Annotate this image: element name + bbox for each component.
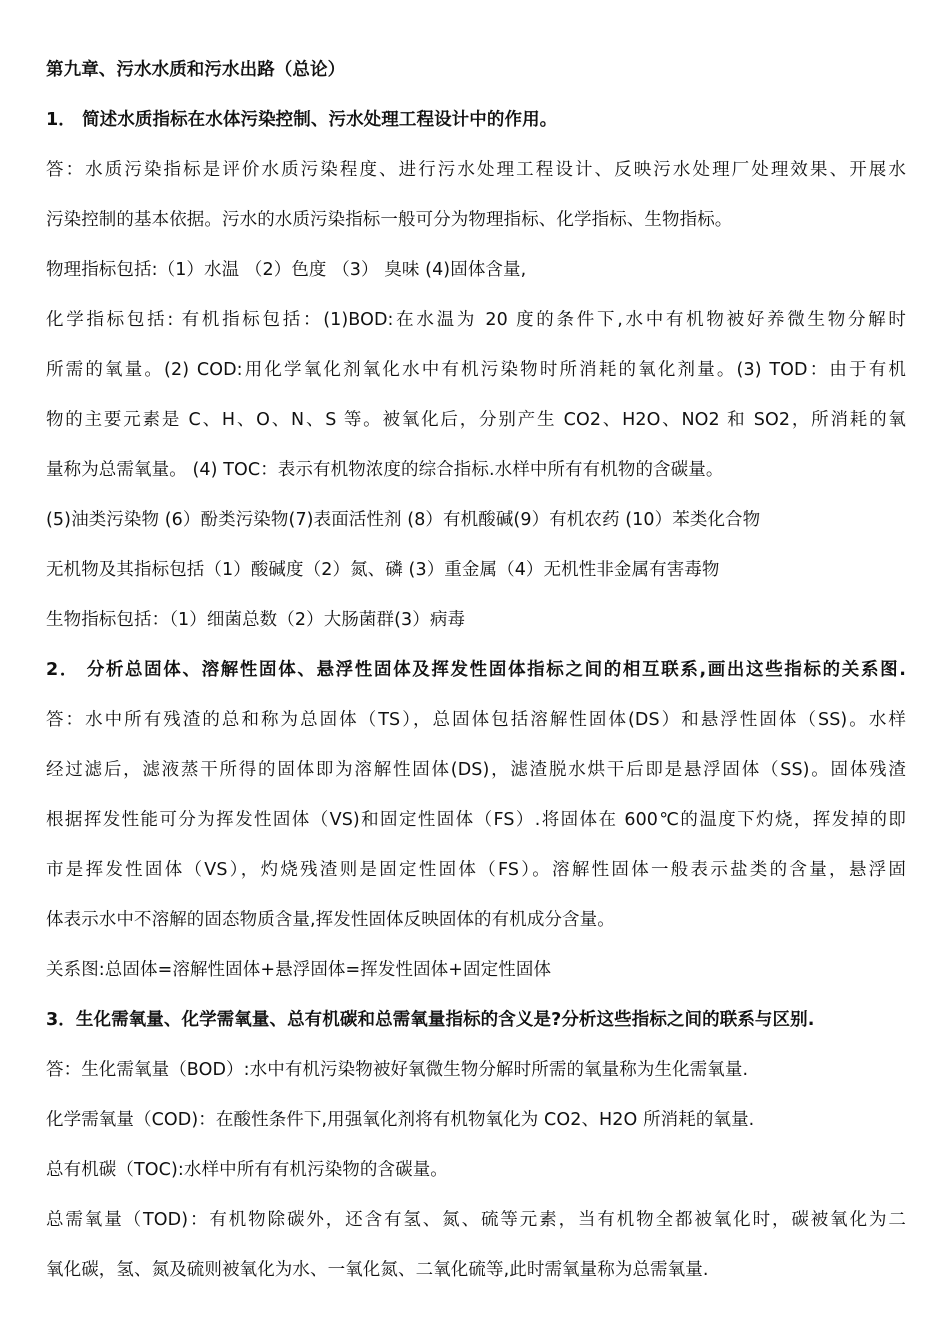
paragraph-line: 总需氧量（TOD)：有机物除碳外，还含有氢、氮、硫等元素，当有机物全都被氧化时，碳被氧化为二 [46, 1210, 906, 1230]
paragraph-line: 化学指标包括: 有机指标包括：(1)BOD:在水温为 20 度的条件下,水中有机物被好养微生物分解时 [46, 310, 906, 330]
paragraph-line: 所需的氧量。(2) COD:用化学氧化剂氧化水中有机污染物时所消耗的氧化剂量。(3) TOD：由于有机 [46, 360, 906, 380]
paragraph-line: 答：生化需氧量（BOD）:水中有机污染物被好氧微生物分解时所需的氧量称为生化需氧量. [46, 1060, 749, 1080]
paragraph-line: 市是挥发性固体（VS），灼烧残渣则是固定性固体（FS）。溶解性固体一般表示盐类的含量，悬浮固 [46, 860, 906, 880]
paragraph-line: 生物指标包括：（1）细菌总数（2）大肠菌群(3）病毒 [46, 610, 466, 630]
paragraph-line: 根据挥发性能可分为挥发性固体（VS)和固定性固体（FS）.将固体在 600℃的温度下灼烧，挥发掉的即 [46, 810, 906, 830]
paragraph-line: (5)油类污染物 (6）酚类污染物(7)表面活性剂 (8）有机酸碱(9）有机农药 (10）苯类化合物 [46, 510, 761, 530]
question-2-heading: 2． 分析总固体、溶解性固体、悬浮性固体及挥发性固体指标之间的相互联系,画出这些指标的关系图. [46, 660, 906, 680]
chapter-title: 第九章、污水水质和污水出路（总论） [46, 60, 346, 80]
paragraph-line: 答：水中所有残渣的总和称为总固体（TS），总固体包括溶解性固体(DS）和悬浮性固体（SS)。水样 [46, 710, 906, 730]
paragraph-line: 无机物及其指标包括（1）酸碱度（2）氮、磷 (3）重金属（4）无机性非金属有害毒物 [46, 560, 720, 580]
paragraph-line: 物理指标包括:（1）水温 （2）色度 （3） 臭味 (4)固体含量, [46, 260, 527, 280]
question-1-heading: 1． 简述水质指标在水体污染控制、污水处理工程设计中的作用。 [46, 110, 558, 130]
paragraph-line: 量称为总需氧量。 (4) TOC：表示有机物浓度的综合指标.水样中所有有机物的含碳量。 [46, 460, 724, 480]
paragraph-line: 污染控制的基本依据。污水的水质污染指标一般可分为物理指标、化学指标、生物指标。 [46, 210, 733, 230]
relationship-formula: 关系图:总固体=溶解性固体+悬浮固体=挥发性固体+固定性固体 [46, 960, 552, 980]
paragraph-line: 答：水质污染指标是评价水质污染程度、进行污水处理工程设计、反映污水处理厂处理效果、开展水 [46, 160, 906, 180]
paragraph-line: 经过滤后，滤液蒸干所得的固体即为溶解性固体(DS)，滤渣脱水烘干后即是悬浮固体（SS)。固体残渣 [46, 760, 906, 780]
paragraph-line: 化学需氧量（COD)：在酸性条件下,用强氧化剂将有机物氧化为 CO2、H2O 所消耗的氧量. [46, 1110, 755, 1130]
paragraph-line: 体表示水中不溶解的固态物质含量,挥发性固体反映固体的有机成分含量。 [46, 910, 615, 930]
question-3-heading: 3．生化需氧量、化学需氧量、总有机碳和总需氧量指标的含义是?分析这些指标之间的联系与区别. [46, 1010, 815, 1030]
paragraph-line: 氧化碳，氢、氮及硫则被氧化为水、一氧化氮、二氧化硫等,此时需氧量称为总需氧量. [46, 1260, 709, 1280]
paragraph-line: 总有机碳（TOC):水样中所有有机污染物的含碳量。 [46, 1160, 448, 1180]
paragraph-line: 物的主要元素是 C、H、O、N、S 等。被氧化后，分别产生 CO2、H2O、NO2 和 SO2，所消耗的氧 [46, 410, 906, 430]
